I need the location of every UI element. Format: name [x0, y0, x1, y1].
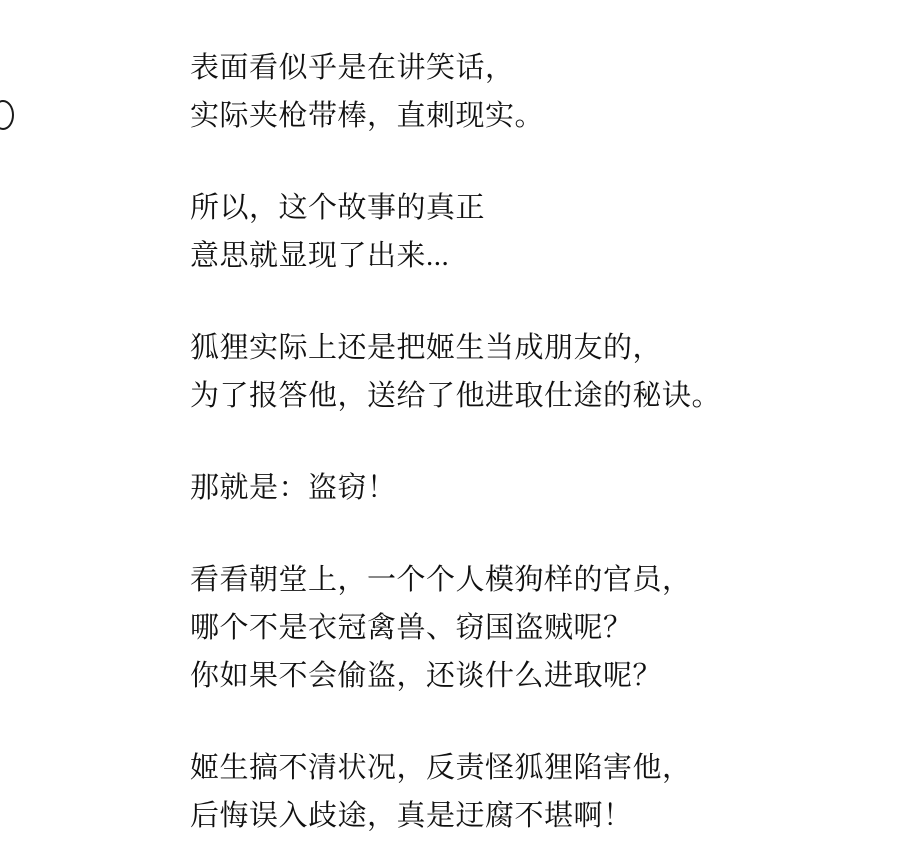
- text-line: 实际夹枪带棒，直刺现实。: [190, 100, 545, 132]
- paragraph: [190, 184, 880, 280]
- text-line: 看看朝堂上，一个个人模狗样的官员，: [190, 564, 692, 596]
- paragraph: [190, 464, 880, 512]
- text-line: 表面看似乎是在讲笑话，: [190, 52, 515, 84]
- paragraph: [190, 744, 880, 840]
- text-line: 哪个不是衣冠禽兽、窃国盗贼呢？: [190, 612, 633, 644]
- text-line: 为了报答他，送给了他进取仕途的秘诀。: [190, 380, 722, 412]
- text-line: 狐狸实际上还是把姬生当成朋友的，: [190, 332, 663, 364]
- text-line: 那就是：盗窃！: [190, 472, 397, 504]
- text-line: 姬生搞不清状况，反责怪狐狸陷害他，: [190, 752, 692, 784]
- paragraph: [190, 324, 880, 420]
- text-line: 你如果不会偷盗，还谈什么进取呢？: [190, 660, 663, 692]
- text-line: 意思就显现了出来...: [190, 240, 450, 272]
- paragraph: [190, 556, 880, 700]
- paragraph: [190, 44, 880, 140]
- document-text-body: [190, 44, 880, 840]
- edge-glyph-fragment: [0, 100, 14, 130]
- text-line: 所以，这个故事的真正: [190, 192, 486, 224]
- text-line: 后悔误入歧途，真是迂腐不堪啊！: [190, 800, 633, 832]
